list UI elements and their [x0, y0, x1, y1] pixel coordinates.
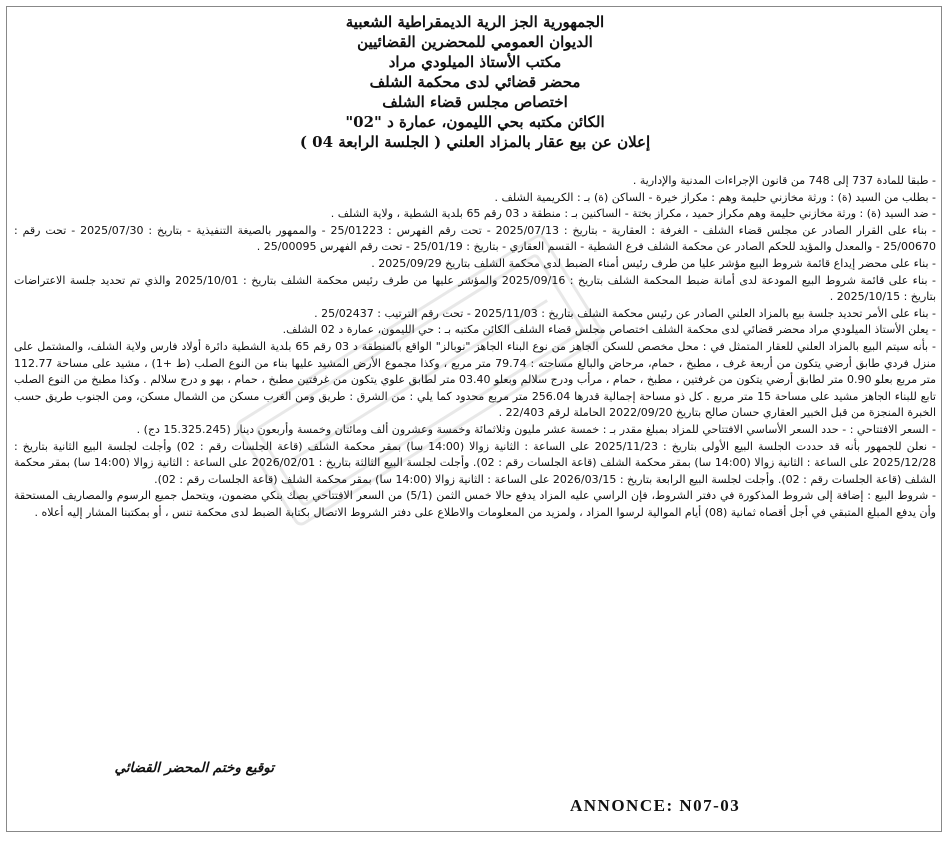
paragraph-session-dates: - نعلن للجمهور بأنه قد حددت الجلسة البيع الأولى بتاريخ : 2025/11/23 على الساعة : الثانية زوالا (14:00 سا) بمقر محكمة الشلف (قاعة الجلسات رقم : 02) وأجلت لجلسة البيع الثانية بتاريخ : 2025/12/28 على الساعة : الثانية زوالا (14:00 سا) بمقر محكمة الشلف (قاعة الجلسات رقم : 02). وأجلت لجلسة البيع الثالثة بتاريخ : 2026/02/01 على الساعة : الثانية زوالا (14:00 سا) بمقر محكمة الشلف (قاعة الجلسات رقم : 02). وأجلت لجلسة البيع الرابعة بتاريخ : 2026/03/15 على الساعة : الثانية زوالا (14:00 سا) بمقر محكمة الشلف (قاعة الجلسات رقم : 02). — [14, 439, 937, 486]
header-address: الكائن مكتبه بحي الليمون، عمارة د "02" — [345, 113, 605, 131]
paragraph-announcement: - يعلن الأستاذ الميلودي مراد محضر قضائي لدى محكمة الشلف اختصاص مجلس قضاء الشلف الكائن مكتبه بـ : حي الليمون، عمارة د 02 الشلف. — [282, 323, 936, 337]
header-notice-title: إعلان عن بيع عقار بالمزاد العلني ( الجلسة الرابعة 04 ) — [299, 133, 651, 151]
paragraph-deposit-record: - بناء على محضر إيداع قائمة شروط البيع مؤشر عليا من طرف رئيس أمناء الضبط لدى محكمة الشلف بتاريخ 2025/09/29 . — [371, 256, 936, 270]
paragraph-auction-order: - بناء على الأمر تحديد جلسة بيع بالمزاد العلني الصادر عن رئيس محكمة الشلف بتاريخ : 2025/11/03 - تحت رقم الترتيب : 25/02437 . — [314, 306, 936, 320]
paragraph-opening-price: - السعر الافتتاحي : - حدد السعر الأساسي الافتتاحي للمزاد بمبلغ مقدر بـ : خمسة عشر مليون وثلاثمائة وخمسة وعشرون ألف ومائتان وخمسة وأربعون دينار (15.325.245 دج) . — [136, 422, 936, 436]
announcement-body — [14, 173, 936, 521]
header-court: محضر قضائي لدى محكمة الشلف — [369, 73, 581, 91]
header-jurisdiction: اختصاص مجلس قضاء الشلف — [382, 93, 568, 111]
paragraph-conditions-list: - بناء على قائمة شروط البيع المودعة لدى أمانة ضبط المحكمة الشلف بتاريخ : 2025/09/16 والمؤشر عليها من طرف رئيس محكمة الشلف بتاريخ : 2025/10/01 والذي تم تحديد جلسة الاعتراضات بتاريخ : 2025/10/15 . — [14, 273, 936, 304]
paragraph-property-description: - بأنه سيتم البيع بالمزاد العلني للعقار المتمثل في : محل مخصص للسكن الجاهز من نوع البناء الجاهز "نوبالز" الواقع بالمنطقة د 03 رقم 65 بلدية الشطية دائرة أولاد فارس ولاية الشلف، والمشتمل على منزل فردي طابق أرضي يتكون من أربعة غرف ، مطبخ ، حمام، مرحاض والبالغ مساحته : 79.74 متر مربع ، وكذا مجموع الأرض المشيد عليها بناء من النوع الصلب (ط +1) ، مشيد على مساحة 112.77 متر مربع بعلو 0.90 متر لطابق أرضي يتكون من غرفتين ، مطبخ ، حمام ، مرأب ودرج سلالم وبعلو 03.40 متر لطابق علوي يتكون من غرفتين مطبخ ، حمام ، بهو و درج سلالم . وكذا مطبخ من النوع الصلب تابع للبناء الجاهز مشيد على مساحة 15 متر مربع . كل ذو مساحة إجمالية قدرها 256.04 متر مربع محدود كما يلي : من الشرق : طريق ومن الغرب مسكن من الشمال مسكن، ومن الجنوب طريق حسب الخبرة المنجزة من قبل الخبير العقاري حسان صالح بتاريخ 2022/09/20 الحاملة لرقم 22/403 . — [14, 339, 937, 420]
header-office: الديوان العمومي للمحضرين القضائيين — [357, 33, 593, 51]
header-country: الجمهورية الجز الرية الديمقراطية الشعبية — [345, 13, 605, 31]
annonce-code: ANNONCE: N07-03 — [570, 796, 741, 815]
announcement-header — [0, 12, 950, 152]
header-bailiff-office: مكتب الأستاذ الميلودي مراد — [388, 53, 562, 71]
paragraph-sale-conditions: - شروط البيع : إضافة إلى شروط المذكورة في دفتر الشروط، فإن الراسي عليه المزاد يدفع حالا خمس الثمن (5/1) من السعر الافتتاحي بصك بنكي مضمون، ويتحمل جميع الرسوم والمصاريف المستحقة وأن يدفع المبلغ المتبقي في أجل أقصاه ثمانية (08) أيام الموالية لرسوا المزاد ، ولمزيد من المعلومات والاطلاع على دفتر الشروط الاتصال بكتابة الضبط لدى محكمة تنس ، أو بمكتبنا المشار إليه أعلاه . — [14, 489, 936, 519]
paragraph-defendant: - ضد السيد (ة) : ورثة مخازني حليمة وهم مكراز حميد ، مكراز بختة - الساكنين بـ : منطقة د 03 رقم 65 بلدية الشطية ، ولاية الشلف . — [330, 207, 936, 221]
paragraph-court-decision: - بناء على القرار الصادر عن مجلس قضاء الشلف - الغرفة : العقارية - بتاريخ : 2025/07/13 - تحت رقم الفهرس : 25/01223 - والممهور بالصيغة التنفيذية - بتاريخ : 2025/07/30 - تحت رقم : 25/00670 - والمعدل والمؤيد للحكم الصادر عن محكمة الشلف فرع الشطية - القسم العقاري - بتاريخ : 25/01/19 - تحت رقم الفهرس 25/00095 . — [14, 223, 936, 254]
signature-line: توقيع وختم المحضر القضائي — [114, 760, 274, 776]
paragraph-requester: - بطلب من السيد (ة) : ورثة مخازني حليمة وهم : مكراز خيرة - الساكن (ة) بـ : الكريمية الشلف . — [494, 190, 936, 204]
paragraph-legal-basis: - طبقا للمادة 737 إلى 748 من قانون الإجراءات المدنية والإدارية . — [632, 174, 936, 187]
